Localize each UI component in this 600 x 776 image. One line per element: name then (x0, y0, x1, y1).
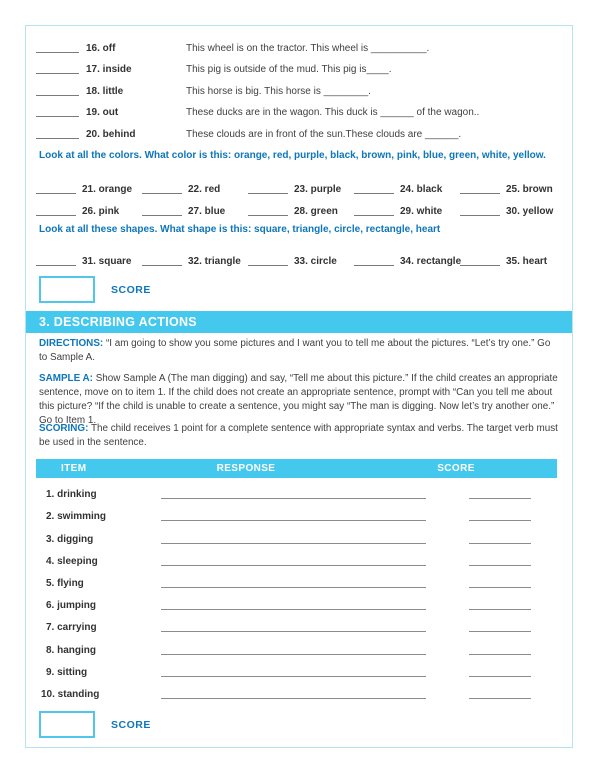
grid-item (142, 176, 248, 198)
item-number-word: 7. carrying (46, 622, 97, 634)
response-write-line (161, 698, 426, 699)
grid-item (36, 176, 142, 198)
grid-item (142, 198, 248, 220)
response-write-line (161, 631, 426, 632)
item-number-word: 21. orange (82, 184, 133, 195)
shape-items-grid (36, 248, 566, 270)
write-in-blank (354, 215, 394, 216)
score-write-line (469, 565, 531, 566)
write-in-blank (36, 95, 79, 96)
item-number-word: 26. pink (82, 206, 120, 217)
write-in-blank (460, 215, 500, 216)
grid-item (248, 176, 354, 198)
item-number-word: 23. purple (294, 184, 342, 195)
actions-table-rows (26, 483, 572, 705)
score-write-line (469, 498, 531, 499)
color-items-grid (36, 176, 566, 220)
scoring-label: SCORING: (39, 423, 89, 434)
write-in-blank (248, 193, 288, 194)
write-in-blank (142, 193, 182, 194)
item-sentence: This pig is outside of the mud. This pig is____. (186, 64, 392, 75)
worksheet-page (25, 25, 573, 748)
item-number-word: 1. drinking (46, 489, 97, 501)
action-item-row (26, 550, 572, 572)
response-write-line (161, 520, 426, 521)
directions-text: “I am going to show you some pictures and I want you to tell me about the pictures. “Let’s try one.” Go to Sample A. (39, 338, 551, 363)
score-write-line (469, 587, 531, 588)
prep-item-row (26, 78, 572, 100)
prep-item-row (26, 35, 572, 57)
directions-label: DIRECTIONS: (39, 338, 104, 349)
section3-score-row (39, 711, 151, 738)
action-item-row (26, 572, 572, 594)
sample-a-label: SAMPLE A: (39, 373, 93, 384)
item-number-word: 9. sitting (46, 666, 88, 678)
item-number-word: 22. red (188, 184, 221, 195)
column-header-response: RESPONSE (216, 463, 276, 474)
grid-item (460, 248, 566, 270)
action-item-row (26, 594, 572, 616)
write-in-blank (36, 52, 79, 53)
score-entry-box (39, 711, 95, 738)
column-header-score: SCORE (437, 463, 475, 474)
prep-item-row (26, 57, 572, 79)
write-in-blank (354, 265, 394, 266)
score-write-line (469, 654, 531, 655)
section3-title: 3. DESCRIBING ACTIONS (39, 315, 197, 329)
grid-row (36, 198, 566, 220)
score-write-line (469, 698, 531, 699)
item-number-word: 18. little (86, 85, 124, 97)
grid-item (142, 248, 248, 270)
response-write-line (161, 543, 426, 544)
directions-paragraph (39, 337, 560, 365)
action-item-row (26, 638, 572, 660)
action-item-row (26, 661, 572, 683)
action-item-row (26, 683, 572, 705)
action-item-row (26, 505, 572, 527)
item-number-word: 4. sleeping (46, 555, 98, 567)
item-sentence: These ducks are in the wagon. This duck is ______ of the wagon.. (186, 107, 480, 118)
grid-item (460, 176, 566, 198)
item-number-word: 20. behind (86, 128, 136, 140)
grid-item (354, 198, 460, 220)
item-number-word: 33. circle (294, 256, 337, 267)
grid-item (460, 198, 566, 220)
section3-header-band (26, 311, 572, 333)
item-number-word: 27. blue (188, 206, 226, 217)
score-entry-box (39, 276, 95, 303)
item-number-word: 17. inside (86, 64, 132, 75)
prep-item-row (26, 100, 572, 122)
response-write-line (161, 565, 426, 566)
section2-score-row (39, 276, 151, 303)
grid-item (248, 198, 354, 220)
response-write-line (161, 609, 426, 610)
sample-a-text: Show Sample A (The man digging) and say, “Tell me about this picture.” If the child creates an appropriate sentence, move on to item 1. If the child does not create an appropriate sentence, prompt with “Can you tell me about this picture? “If the child is unable to create a sentence, you might say “The man is digging. Now let’s try another one.” Go to Item 1. (39, 373, 558, 426)
item-number-word: 10. standing (41, 688, 100, 700)
item-sentence: This horse is big. This horse is ________. (186, 85, 371, 97)
item-number-word: 30. yellow (506, 206, 554, 217)
colors-prompt-heading: Look at all the colors. What color is this: orange, red, purple, black, brown, pink, blue, green, white, yellow. (39, 150, 546, 161)
action-item-row (26, 616, 572, 638)
item-number-word: 34. rectangle (400, 256, 462, 267)
write-in-blank (36, 138, 79, 139)
response-write-line (161, 587, 426, 588)
write-in-blank (460, 193, 500, 194)
item-number-word: 3. digging (46, 533, 94, 545)
score-write-line (469, 543, 531, 544)
grid-item (354, 248, 460, 270)
grid-item (36, 198, 142, 220)
score-write-line (469, 676, 531, 677)
item-number-word: 8. hanging (46, 644, 96, 656)
item-sentence: This wheel is on the tractor. This wheel is __________. (186, 42, 430, 54)
scoring-paragraph (39, 422, 560, 450)
grid-item (248, 248, 354, 270)
write-in-blank (248, 215, 288, 216)
item-number-word: 24. black (400, 184, 443, 195)
write-in-blank (36, 73, 79, 74)
item-number-word: 32. triangle (188, 256, 241, 267)
write-in-blank (36, 193, 76, 194)
shapes-prompt-heading: Look at all these shapes. What shape is this: square, triangle, circle, rectangle, heart (39, 224, 441, 235)
item-number-word: 35. heart (506, 256, 548, 267)
item-number-word: 31. square (82, 256, 132, 267)
item-number-word: 5. flying (46, 577, 84, 589)
response-write-line (161, 676, 426, 677)
item-number-word: 2. swimming (46, 511, 107, 523)
score-write-line (469, 609, 531, 610)
write-in-blank (460, 265, 500, 266)
response-write-line (161, 498, 426, 499)
action-item-row (26, 527, 572, 549)
item-sentence: These clouds are in front of the sun.These clouds are ______. (186, 128, 462, 140)
actions-table-header (36, 459, 557, 478)
write-in-blank (142, 215, 182, 216)
grid-item (36, 248, 142, 270)
item-number-word: 25. brown (506, 184, 553, 195)
write-in-blank (354, 193, 394, 194)
write-in-blank (36, 215, 76, 216)
preposition-items-list (26, 35, 572, 143)
item-number-word: 16. off (86, 42, 116, 54)
score-label: SCORE (111, 283, 151, 296)
write-in-blank (142, 265, 182, 266)
write-in-blank (36, 116, 79, 117)
scoring-text: The child receives 1 point for a complete sentence with appropriate syntax and verbs. The target verb must be used in the sentence. (39, 423, 558, 448)
sample-a-paragraph (39, 372, 560, 428)
score-write-line (469, 520, 531, 521)
column-header-item: ITEM (61, 463, 87, 474)
score-write-line (469, 631, 531, 632)
prep-item-row (26, 121, 572, 143)
item-number-word: 6. jumping (46, 600, 96, 612)
item-number-word: 19. out (86, 107, 119, 118)
item-number-word: 28. green (294, 206, 338, 217)
grid-row (36, 248, 566, 270)
grid-row (36, 176, 566, 198)
write-in-blank (36, 265, 76, 266)
response-write-line (161, 654, 426, 655)
item-number-word: 29. white (400, 206, 443, 217)
write-in-blank (248, 265, 288, 266)
grid-item (354, 176, 460, 198)
action-item-row (26, 483, 572, 505)
score-label: SCORE (111, 718, 151, 731)
